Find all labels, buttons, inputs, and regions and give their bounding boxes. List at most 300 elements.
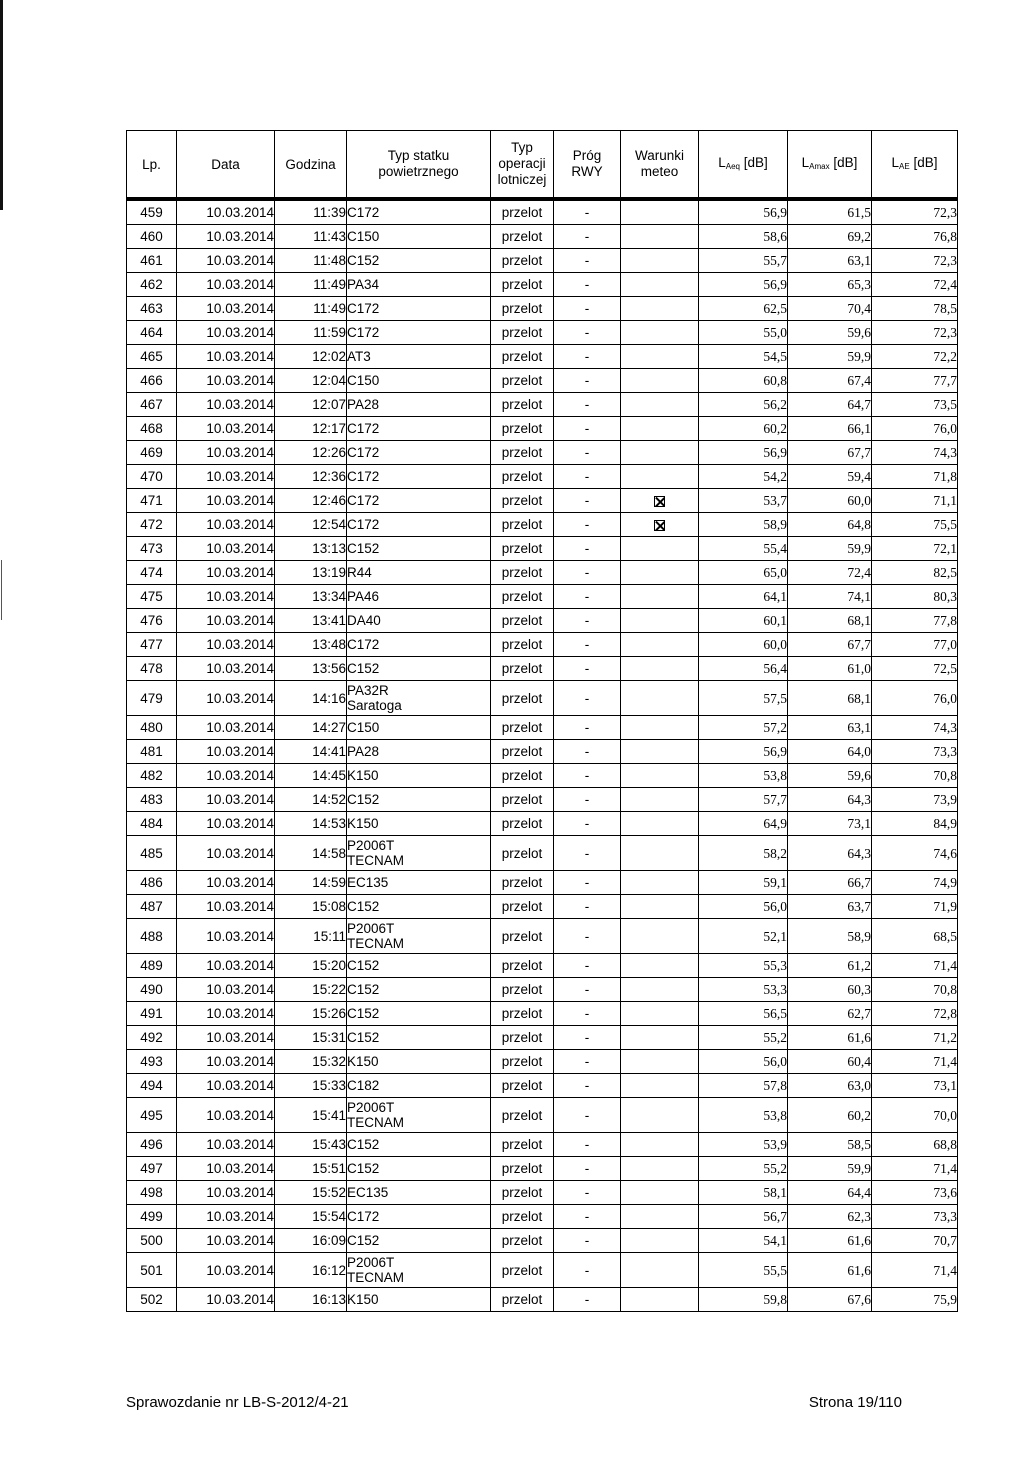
cell-lae: 71,4 xyxy=(872,1050,958,1074)
cell-warunki-meteo xyxy=(621,561,699,585)
cell-godzina: 14:59 xyxy=(275,871,347,895)
cell-lp: 477 xyxy=(127,633,177,657)
cell-godzina: 15:22 xyxy=(275,978,347,1002)
cell-typ-operacji: przelot xyxy=(491,919,554,954)
cell-warunki-meteo xyxy=(621,1050,699,1074)
cell-typ-operacji: przelot xyxy=(491,321,554,345)
cell-lamax: 65,3 xyxy=(788,273,872,297)
cell-prog-rwy: - xyxy=(554,1288,621,1312)
cell-data: 10.03.2014 xyxy=(177,895,275,919)
cell-laeq: 53,7 xyxy=(699,489,788,513)
cell-typ-operacji: przelot xyxy=(491,1157,554,1181)
cell-laeq: 52,1 xyxy=(699,919,788,954)
cell-warunki-meteo xyxy=(621,836,699,871)
cell-lae: 74,9 xyxy=(872,871,958,895)
cell-typ-statku: PA28 xyxy=(347,393,491,417)
cell-warunki-meteo xyxy=(621,1253,699,1288)
cell-warunki-meteo xyxy=(621,740,699,764)
cell-typ-statku: C152 xyxy=(347,1026,491,1050)
cell-godzina: 12:36 xyxy=(275,465,347,489)
cell-lamax: 61,6 xyxy=(788,1026,872,1050)
cell-prog-rwy: - xyxy=(554,1026,621,1050)
report-number: Sprawozdanie nr LB-S-2012/4-21 xyxy=(126,1394,349,1411)
cell-lp: 463 xyxy=(127,297,177,321)
cell-lp: 488 xyxy=(127,919,177,954)
cell-data: 10.03.2014 xyxy=(177,369,275,393)
table-row xyxy=(127,657,958,681)
cell-typ-statku: C150 xyxy=(347,225,491,249)
cell-lp: 468 xyxy=(127,417,177,441)
cell-typ-operacji: przelot xyxy=(491,537,554,561)
table-row xyxy=(127,895,958,919)
cell-typ-statku: C172 xyxy=(347,465,491,489)
cell-lp: 476 xyxy=(127,609,177,633)
checkbox-x-icon xyxy=(654,520,665,531)
cell-data: 10.03.2014 xyxy=(177,321,275,345)
cell-typ-operacji: przelot xyxy=(491,345,554,369)
table-row xyxy=(127,561,958,585)
cell-typ-statku: EC135 xyxy=(347,1181,491,1205)
cell-godzina: 11:59 xyxy=(275,321,347,345)
cell-lae: 74,6 xyxy=(872,836,958,871)
table-row xyxy=(127,1229,958,1253)
table-row xyxy=(127,345,958,369)
cell-warunki-meteo xyxy=(621,812,699,836)
cell-typ-operacji: przelot xyxy=(491,369,554,393)
cell-typ-statku: C152 xyxy=(347,954,491,978)
cell-laeq: 56,2 xyxy=(699,393,788,417)
cell-lae: 71,1 xyxy=(872,489,958,513)
cell-lamax: 59,9 xyxy=(788,1157,872,1181)
cell-prog-rwy: - xyxy=(554,1074,621,1098)
cell-typ-operacji: przelot xyxy=(491,489,554,513)
cell-godzina: 16:12 xyxy=(275,1253,347,1288)
cell-warunki-meteo xyxy=(621,919,699,954)
cell-typ-operacji: przelot xyxy=(491,1098,554,1133)
cell-typ-statku: C172 xyxy=(347,417,491,441)
cell-laeq: 60,8 xyxy=(699,369,788,393)
cell-typ-operacji: przelot xyxy=(491,273,554,297)
cell-typ-operacji: przelot xyxy=(491,465,554,489)
cell-data: 10.03.2014 xyxy=(177,633,275,657)
cell-warunki-meteo xyxy=(621,393,699,417)
cell-laeq: 57,2 xyxy=(699,716,788,740)
cell-laeq: 56,9 xyxy=(699,441,788,465)
cell-data: 10.03.2014 xyxy=(177,465,275,489)
cell-lae: 70,0 xyxy=(872,1098,958,1133)
cell-godzina: 15:54 xyxy=(275,1205,347,1229)
cell-warunki-meteo xyxy=(621,1288,699,1312)
cell-prog-rwy: - xyxy=(554,1229,621,1253)
cell-laeq: 59,1 xyxy=(699,871,788,895)
table-row xyxy=(127,764,958,788)
cell-warunki-meteo xyxy=(621,609,699,633)
cell-lae: 73,9 xyxy=(872,788,958,812)
table-row xyxy=(127,1133,958,1157)
cell-godzina: 11:49 xyxy=(275,273,347,297)
cell-typ-statku xyxy=(347,681,491,716)
cell-typ-operacji: przelot xyxy=(491,1050,554,1074)
cell-typ-operacji: przelot xyxy=(491,657,554,681)
cell-lamax: 59,9 xyxy=(788,537,872,561)
cell-typ-operacji: przelot xyxy=(491,716,554,740)
cell-data: 10.03.2014 xyxy=(177,561,275,585)
cell-laeq: 57,5 xyxy=(699,681,788,716)
cell-typ-operacji: przelot xyxy=(491,585,554,609)
cell-typ-operacji: przelot xyxy=(491,1026,554,1050)
cell-lamax: 60,0 xyxy=(788,489,872,513)
cell-lae: 75,5 xyxy=(872,513,958,537)
table-row xyxy=(127,489,958,513)
cell-lamax: 58,9 xyxy=(788,919,872,954)
cell-godzina: 13:56 xyxy=(275,657,347,681)
cell-lamax: 64,4 xyxy=(788,1181,872,1205)
cell-data: 10.03.2014 xyxy=(177,489,275,513)
cell-data: 10.03.2014 xyxy=(177,1074,275,1098)
table-row xyxy=(127,537,958,561)
cell-lamax: 64,7 xyxy=(788,393,872,417)
cell-typ-operacji: przelot xyxy=(491,895,554,919)
cell-lae: 73,5 xyxy=(872,393,958,417)
cell-lamax: 63,1 xyxy=(788,716,872,740)
cell-godzina: 12:04 xyxy=(275,369,347,393)
table-row xyxy=(127,919,958,954)
aircraft-type-line2: TECNAM xyxy=(347,1115,404,1130)
cell-lp: 474 xyxy=(127,561,177,585)
cell-typ-statku: C152 xyxy=(347,788,491,812)
cell-typ-statku: PA46 xyxy=(347,585,491,609)
cell-typ-statku: C172 xyxy=(347,633,491,657)
cell-typ-operacji: przelot xyxy=(491,1288,554,1312)
cell-lae: 72,8 xyxy=(872,1002,958,1026)
cell-typ-statku: C172 xyxy=(347,201,491,225)
cell-lp: 486 xyxy=(127,871,177,895)
cell-warunki-meteo xyxy=(621,978,699,1002)
cell-prog-rwy: - xyxy=(554,345,621,369)
cell-lae: 70,7 xyxy=(872,1229,958,1253)
cell-warunki-meteo xyxy=(621,513,699,537)
cell-prog-rwy: - xyxy=(554,489,621,513)
cell-warunki-meteo xyxy=(621,441,699,465)
cell-laeq: 64,9 xyxy=(699,812,788,836)
cell-data: 10.03.2014 xyxy=(177,716,275,740)
cell-laeq: 56,5 xyxy=(699,1002,788,1026)
cell-lamax: 73,1 xyxy=(788,812,872,836)
cell-typ-operacji: przelot xyxy=(491,1229,554,1253)
cell-data: 10.03.2014 xyxy=(177,417,275,441)
table-row xyxy=(127,871,958,895)
cell-data: 10.03.2014 xyxy=(177,764,275,788)
cell-warunki-meteo xyxy=(621,489,699,513)
cell-lae: 76,0 xyxy=(872,681,958,716)
cell-lp: 472 xyxy=(127,513,177,537)
cell-lp: 467 xyxy=(127,393,177,417)
cell-data: 10.03.2014 xyxy=(177,919,275,954)
cell-lae: 73,3 xyxy=(872,1205,958,1229)
cell-lae: 74,3 xyxy=(872,716,958,740)
cell-lamax: 59,6 xyxy=(788,321,872,345)
cell-lamax: 61,6 xyxy=(788,1253,872,1288)
cell-typ-statku: C152 xyxy=(347,537,491,561)
cell-lae: 68,8 xyxy=(872,1133,958,1157)
cell-laeq: 56,4 xyxy=(699,657,788,681)
table-row xyxy=(127,1253,958,1288)
cell-warunki-meteo xyxy=(621,369,699,393)
table-row xyxy=(127,609,958,633)
cell-prog-rwy: - xyxy=(554,1098,621,1133)
cell-prog-rwy: - xyxy=(554,681,621,716)
cell-data: 10.03.2014 xyxy=(177,513,275,537)
header-typ-operacji: Typ operacji lotniczej xyxy=(491,131,554,199)
cell-godzina: 13:13 xyxy=(275,537,347,561)
cell-lae: 75,9 xyxy=(872,1288,958,1312)
table-row xyxy=(127,441,958,465)
cell-lp: 484 xyxy=(127,812,177,836)
cell-lae: 73,1 xyxy=(872,1074,958,1098)
cell-lamax: 74,1 xyxy=(788,585,872,609)
cell-godzina: 15:32 xyxy=(275,1050,347,1074)
checkbox-x-icon xyxy=(654,496,665,507)
cell-prog-rwy: - xyxy=(554,369,621,393)
cell-lae: 78,5 xyxy=(872,297,958,321)
cell-warunki-meteo xyxy=(621,681,699,716)
cell-typ-operacji: przelot xyxy=(491,1133,554,1157)
cell-lamax: 61,2 xyxy=(788,954,872,978)
cell-typ-statku: C150 xyxy=(347,716,491,740)
cell-lae: 84,9 xyxy=(872,812,958,836)
cell-prog-rwy: - xyxy=(554,836,621,871)
cell-warunki-meteo xyxy=(621,297,699,321)
cell-lae: 74,3 xyxy=(872,441,958,465)
cell-warunki-meteo xyxy=(621,788,699,812)
cell-godzina: 14:41 xyxy=(275,740,347,764)
cell-data: 10.03.2014 xyxy=(177,585,275,609)
cell-prog-rwy: - xyxy=(554,585,621,609)
table-row xyxy=(127,954,958,978)
cell-typ-statku: K150 xyxy=(347,1050,491,1074)
aircraft-type-line1: P2006T xyxy=(347,1255,395,1270)
cell-lae: 68,5 xyxy=(872,919,958,954)
table-row xyxy=(127,1002,958,1026)
cell-lae: 80,3 xyxy=(872,585,958,609)
cell-typ-statku: C172 xyxy=(347,297,491,321)
cell-laeq: 53,8 xyxy=(699,764,788,788)
cell-lamax: 58,5 xyxy=(788,1133,872,1157)
cell-godzina: 16:13 xyxy=(275,1288,347,1312)
cell-lp: 478 xyxy=(127,657,177,681)
cell-typ-statku: C172 xyxy=(347,513,491,537)
cell-warunki-meteo xyxy=(621,321,699,345)
cell-lamax: 69,2 xyxy=(788,225,872,249)
cell-lamax: 62,3 xyxy=(788,1205,872,1229)
cell-warunki-meteo xyxy=(621,465,699,489)
cell-lp: 492 xyxy=(127,1026,177,1050)
cell-prog-rwy: - xyxy=(554,1157,621,1181)
cell-lae: 82,5 xyxy=(872,561,958,585)
cell-prog-rwy: - xyxy=(554,273,621,297)
cell-godzina: 13:19 xyxy=(275,561,347,585)
aircraft-type-line1: PA32R xyxy=(347,683,389,698)
cell-laeq: 62,5 xyxy=(699,297,788,321)
cell-typ-operacji: przelot xyxy=(491,561,554,585)
cell-typ-operacji: przelot xyxy=(491,249,554,273)
cell-godzina: 16:09 xyxy=(275,1229,347,1253)
cell-data: 10.03.2014 xyxy=(177,225,275,249)
table-row xyxy=(127,1157,958,1181)
table-row xyxy=(127,1181,958,1205)
cell-prog-rwy: - xyxy=(554,954,621,978)
scan-edge xyxy=(0,0,3,210)
cell-typ-statku xyxy=(347,1253,491,1288)
cell-prog-rwy: - xyxy=(554,740,621,764)
cell-laeq: 53,9 xyxy=(699,1133,788,1157)
cell-lp: 500 xyxy=(127,1229,177,1253)
cell-laeq: 56,9 xyxy=(699,201,788,225)
table-row xyxy=(127,249,958,273)
cell-typ-operacji: przelot xyxy=(491,1181,554,1205)
cell-lamax: 70,4 xyxy=(788,297,872,321)
cell-lp: 498 xyxy=(127,1181,177,1205)
cell-lamax: 67,4 xyxy=(788,369,872,393)
cell-lp: 481 xyxy=(127,740,177,764)
cell-godzina: 12:02 xyxy=(275,345,347,369)
cell-lp: 480 xyxy=(127,716,177,740)
cell-lp: 479 xyxy=(127,681,177,716)
cell-warunki-meteo xyxy=(621,417,699,441)
cell-laeq: 55,0 xyxy=(699,321,788,345)
header-warunki-meteo: Warunki meteo xyxy=(621,131,699,199)
cell-data: 10.03.2014 xyxy=(177,681,275,716)
cell-typ-operacji: przelot xyxy=(491,978,554,1002)
cell-warunki-meteo xyxy=(621,895,699,919)
cell-lp: 502 xyxy=(127,1288,177,1312)
cell-data: 10.03.2014 xyxy=(177,1002,275,1026)
cell-data: 10.03.2014 xyxy=(177,441,275,465)
cell-laeq: 60,1 xyxy=(699,609,788,633)
cell-lamax: 60,3 xyxy=(788,978,872,1002)
cell-laeq: 53,8 xyxy=(699,1098,788,1133)
cell-lamax: 68,1 xyxy=(788,681,872,716)
table-body xyxy=(127,201,958,1312)
aircraft-type-line1: P2006T xyxy=(347,838,395,853)
table-row xyxy=(127,225,958,249)
cell-typ-statku: C172 xyxy=(347,489,491,513)
cell-laeq: 55,5 xyxy=(699,1253,788,1288)
cell-laeq: 56,9 xyxy=(699,740,788,764)
table-row xyxy=(127,1074,958,1098)
cell-typ-operacji: przelot xyxy=(491,297,554,321)
table-row xyxy=(127,1288,958,1312)
cell-typ-operacji: przelot xyxy=(491,201,554,225)
cell-data: 10.03.2014 xyxy=(177,657,275,681)
cell-typ-operacji: przelot xyxy=(491,441,554,465)
cell-typ-operacji: przelot xyxy=(491,609,554,633)
cell-typ-statku: C152 xyxy=(347,1002,491,1026)
cell-typ-operacji: przelot xyxy=(491,1074,554,1098)
cell-prog-rwy: - xyxy=(554,297,621,321)
cell-godzina: 14:52 xyxy=(275,788,347,812)
cell-warunki-meteo xyxy=(621,225,699,249)
table-row xyxy=(127,201,958,225)
table-row xyxy=(127,788,958,812)
cell-typ-statku: R44 xyxy=(347,561,491,585)
cell-typ-operacji: przelot xyxy=(491,954,554,978)
cell-laeq: 60,2 xyxy=(699,417,788,441)
cell-lp: 487 xyxy=(127,895,177,919)
cell-lamax: 62,7 xyxy=(788,1002,872,1026)
cell-godzina: 15:41 xyxy=(275,1098,347,1133)
cell-lae: 72,3 xyxy=(872,201,958,225)
cell-typ-statku: K150 xyxy=(347,1288,491,1312)
aircraft-type-line2: TECNAM xyxy=(347,936,404,951)
cell-lamax: 68,1 xyxy=(788,609,872,633)
cell-prog-rwy: - xyxy=(554,1253,621,1288)
cell-lae: 70,8 xyxy=(872,978,958,1002)
header-lae: $L_{AE}$ [dB] xyxy=(872,131,958,199)
cell-lp: 466 xyxy=(127,369,177,393)
cell-lamax: 63,7 xyxy=(788,895,872,919)
cell-warunki-meteo xyxy=(621,1074,699,1098)
cell-godzina: 14:58 xyxy=(275,836,347,871)
cell-prog-rwy: - xyxy=(554,895,621,919)
cell-data: 10.03.2014 xyxy=(177,201,275,225)
cell-typ-statku: C152 xyxy=(347,657,491,681)
cell-warunki-meteo xyxy=(621,1133,699,1157)
table-row xyxy=(127,633,958,657)
cell-godzina: 15:26 xyxy=(275,1002,347,1026)
cell-lae: 76,0 xyxy=(872,417,958,441)
cell-warunki-meteo xyxy=(621,716,699,740)
cell-lamax: 60,2 xyxy=(788,1098,872,1133)
cell-typ-statku: PA34 xyxy=(347,273,491,297)
cell-laeq: 56,0 xyxy=(699,1050,788,1074)
cell-prog-rwy: - xyxy=(554,537,621,561)
cell-lae: 72,2 xyxy=(872,345,958,369)
cell-typ-statku xyxy=(347,919,491,954)
cell-lae: 72,4 xyxy=(872,273,958,297)
table-row xyxy=(127,1098,958,1133)
cell-lp: 459 xyxy=(127,201,177,225)
cell-lae: 76,8 xyxy=(872,225,958,249)
cell-godzina: 11:48 xyxy=(275,249,347,273)
cell-warunki-meteo xyxy=(621,585,699,609)
cell-laeq: 53,3 xyxy=(699,978,788,1002)
cell-lp: 499 xyxy=(127,1205,177,1229)
cell-godzina: 12:17 xyxy=(275,417,347,441)
cell-godzina: 12:26 xyxy=(275,441,347,465)
cell-godzina: 13:34 xyxy=(275,585,347,609)
table-row xyxy=(127,513,958,537)
cell-lp: 462 xyxy=(127,273,177,297)
cell-laeq: 58,1 xyxy=(699,1181,788,1205)
cell-data: 10.03.2014 xyxy=(177,1253,275,1288)
cell-typ-operacji: przelot xyxy=(491,417,554,441)
cell-godzina: 14:27 xyxy=(275,716,347,740)
aircraft-type-line2: TECNAM xyxy=(347,1270,404,1285)
cell-lp: 496 xyxy=(127,1133,177,1157)
cell-laeq: 64,1 xyxy=(699,585,788,609)
cell-godzina: 15:08 xyxy=(275,895,347,919)
cell-typ-operacji: przelot xyxy=(491,1002,554,1026)
cell-data: 10.03.2014 xyxy=(177,812,275,836)
cell-prog-rwy: - xyxy=(554,716,621,740)
cell-typ-statku xyxy=(347,1098,491,1133)
cell-data: 10.03.2014 xyxy=(177,978,275,1002)
cell-godzina: 13:41 xyxy=(275,609,347,633)
cell-data: 10.03.2014 xyxy=(177,1205,275,1229)
header-data: Data xyxy=(177,131,275,199)
cell-lae: 72,3 xyxy=(872,249,958,273)
